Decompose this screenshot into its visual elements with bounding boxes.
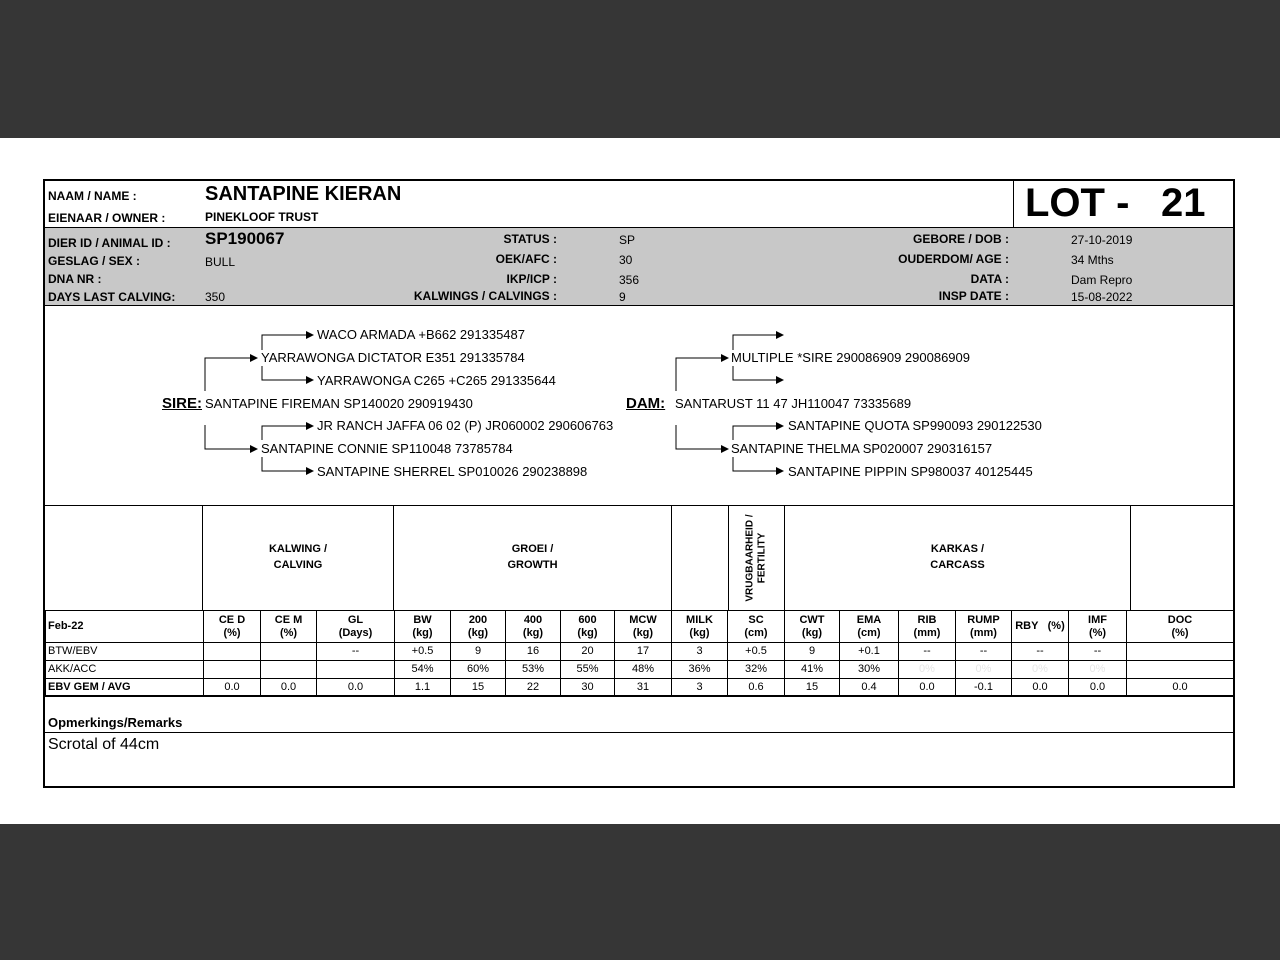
ebv-col-header-rby: RBY (%) — [1012, 611, 1069, 643]
ebv-cell: 15 — [785, 679, 840, 697]
ebv-cell: -- — [956, 643, 1012, 661]
ebv-cell: 15 — [451, 679, 506, 697]
ebv-cell — [261, 661, 317, 679]
ebv-cell: 31 — [615, 679, 672, 697]
details-band — [45, 227, 1233, 306]
dam-dam: SANTAPINE THELMA SP020007 290316157 — [731, 441, 993, 456]
ebv-cell: 0.4 — [840, 679, 899, 697]
ebv-cell: 0.0 — [1012, 679, 1069, 697]
carcass-group-label: KARKAS / CARCASS — [930, 543, 985, 571]
bottom-dark-band — [0, 824, 1280, 960]
ebv-cell: 60% — [451, 661, 506, 679]
ebv-date: Feb-22 — [46, 611, 204, 643]
afc-label: OEK/AFC : — [495, 252, 557, 266]
dam-dam-dam: SANTAPINE PIPPIN SP980037 40125445 — [788, 464, 1033, 479]
ebv-cell: 41% — [785, 661, 840, 679]
ebv-cell: -- — [1012, 643, 1069, 661]
ebv-cell: 0% — [1012, 661, 1069, 679]
ebv-cell: 30% — [840, 661, 899, 679]
ebv-cell: 0.0 — [1127, 679, 1234, 697]
ebv-cell — [204, 661, 261, 679]
ebv-col-header-rump: RUMP (mm) — [956, 611, 1012, 643]
dam-sire: MULTIPLE *SIRE 290086909 290086909 — [731, 350, 970, 365]
ebv-cell: 1.1 — [395, 679, 451, 697]
ebv-cell: -- — [1069, 643, 1127, 661]
ebv-row — [46, 679, 1234, 697]
ebv-row — [46, 661, 1234, 679]
ebv-cell: 54% — [395, 661, 451, 679]
ebv-row — [46, 643, 1234, 661]
ebv-cell: 0% — [956, 661, 1012, 679]
icp-value: 356 — [619, 273, 640, 287]
sire-dam-dam: SANTAPINE SHERREL SP010026 290238898 — [317, 464, 588, 479]
lot-divider — [1013, 181, 1014, 227]
ebv-cell: 3 — [672, 679, 728, 697]
top-dark-band — [0, 0, 1280, 138]
ebv-col-header-gl: GL (Days) — [317, 611, 395, 643]
dam-label: DAM: — [626, 395, 666, 412]
status-value: SP — [619, 233, 636, 247]
calvings-value: 9 — [619, 290, 626, 304]
sire: SANTAPINE FIREMAN SP140020 290919430 — [205, 396, 473, 411]
ebv-cell: 53% — [506, 661, 561, 679]
dam: SANTARUST 11 47 JH110047 73335689 — [675, 396, 912, 411]
age-value: 34 Mths — [1071, 253, 1114, 267]
ebv-cell: 30 — [561, 679, 615, 697]
insp-date-label: INSP DATE : — [938, 289, 1009, 303]
ebv-cell: -0.1 — [956, 679, 1012, 697]
pedigree-bottom-divider — [45, 505, 1233, 506]
age-label: OUDERDOM/ AGE : — [898, 252, 1009, 266]
ebv-cell — [1127, 643, 1234, 661]
animal-id-label: DIER ID / ANIMAL ID : — [48, 236, 171, 250]
ebv-col-header-milk: MILK (kg) — [672, 611, 728, 643]
ebv-cell: 0% — [899, 661, 956, 679]
data-label: DATA : — [970, 272, 1009, 286]
ebv-col-header-ema: EMA (cm) — [840, 611, 899, 643]
remarks-divider — [45, 732, 1233, 733]
calving-group-label: KALWING / CALVING — [268, 543, 328, 571]
ebv-row-label: EBV GEM / AVG — [46, 679, 204, 697]
status-label: STATUS : — [503, 232, 557, 246]
ebv-cell: 48% — [615, 661, 672, 679]
ebv-row-label: AKK/ACC — [46, 661, 204, 679]
ebv-col-header-bw: BW (kg) — [395, 611, 451, 643]
sire-dam: SANTAPINE CONNIE SP110048 73785784 — [261, 441, 513, 456]
remarks-label: Opmerkings/Remarks — [48, 715, 183, 730]
growth-group-label: GROEI / GROWTH — [507, 543, 558, 571]
ebv-cell — [261, 643, 317, 661]
ebv-cell: 0% — [1069, 661, 1127, 679]
ebv-cell: 0.6 — [728, 679, 785, 697]
ebv-cell — [317, 661, 395, 679]
ebv-col-header-cwt: CWT (kg) — [785, 611, 840, 643]
ebv-col-header-rib: RIB (mm) — [899, 611, 956, 643]
ebv-col-header-ce-d: CE D (%) — [204, 611, 261, 643]
owner-value: PINEKLOOF TRUST — [205, 210, 319, 224]
fertility-group-label: VRUGBAARHEID / FERTILITY — [744, 514, 768, 602]
sex-value: BULL — [205, 255, 236, 269]
animal-id-value: SP190067 — [205, 229, 285, 248]
ebv-col-header-400: 400 (kg) — [506, 611, 561, 643]
icp-label: IKP/ICP : — [506, 272, 557, 286]
sire-dam-sire: JR RANCH JAFFA 06 02 (P) JR060002 290606763 — [317, 418, 614, 433]
ebv-cell: 3 — [672, 643, 728, 661]
sire-sire-dam: YARRAWONGA C265 +C265 291335644 — [317, 373, 556, 388]
name-label: NAAM / NAME : — [48, 189, 137, 203]
ebv-cell — [1127, 661, 1234, 679]
ebv-cell: +0.5 — [728, 643, 785, 661]
ebv-row-label: BTW/EBV — [46, 643, 204, 661]
ebv-table — [45, 610, 1234, 697]
ebv-cell: -- — [899, 643, 956, 661]
insp-date-value: 15-08-2022 — [1071, 290, 1133, 304]
animal-name: SANTAPINE KIERAN — [205, 183, 402, 205]
ebv-cell: 32% — [728, 661, 785, 679]
owner-label: EIENAAR / OWNER : — [48, 211, 166, 225]
afc-value: 30 — [619, 253, 633, 267]
ebv-col-header-sc: SC (cm) — [728, 611, 785, 643]
lot-label: LOT - — [1025, 181, 1130, 225]
ebv-cell — [204, 643, 261, 661]
ebv-cell: 0.0 — [261, 679, 317, 697]
ebv-col-header-ce-m: CE M (%) — [261, 611, 317, 643]
ebv-col-header-600: 600 (kg) — [561, 611, 615, 643]
dna-label: DNA NR : — [48, 272, 102, 286]
ebv-cell: 16 — [506, 643, 561, 661]
ebv-col-header-mcw: MCW (kg) — [615, 611, 672, 643]
days-label: DAYS LAST CALVING: — [48, 290, 176, 304]
ebv-cell: 0.0 — [899, 679, 956, 697]
ebv-col-header-200: 200 (kg) — [451, 611, 506, 643]
ebv-header-row — [46, 611, 1234, 643]
ebv-cell: 0.0 — [204, 679, 261, 697]
ebv-cell: 17 — [615, 643, 672, 661]
ebv-cell: 9 — [451, 643, 506, 661]
sire-label: SIRE: — [162, 395, 203, 412]
lot-card — [43, 179, 1235, 788]
dam-dam-sire: SANTAPINE QUOTA SP990093 290122530 — [788, 418, 1042, 433]
ebv-cell: 20 — [561, 643, 615, 661]
sire-sire-sire: WACO ARMADA +B662 291335487 — [317, 327, 525, 342]
ebv-cell: 0.0 — [317, 679, 395, 697]
ebv-cell: +0.1 — [840, 643, 899, 661]
ebv-cell: +0.5 — [395, 643, 451, 661]
ebv-cell: 55% — [561, 661, 615, 679]
lot-number: 21 — [1161, 181, 1206, 225]
sex-label: GESLAG / SEX : — [48, 254, 141, 268]
dob-value: 27-10-2019 — [1071, 233, 1133, 247]
sire-sire: YARRAWONGA DICTATOR E351 291335784 — [261, 350, 525, 365]
ebv-cell: 22 — [506, 679, 561, 697]
data-value: Dam Repro — [1071, 273, 1133, 287]
dob-label: GEBORE / DOB : — [912, 232, 1009, 246]
ebv-cell: 9 — [785, 643, 840, 661]
ebv-cell: -- — [317, 643, 395, 661]
ebv-col-header-imf: IMF (%) — [1069, 611, 1127, 643]
ebv-cell: 0.0 — [1069, 679, 1127, 697]
calvings-label: KALWINGS / CALVINGS : — [413, 289, 557, 303]
days-value: 350 — [205, 290, 226, 304]
ebv-cell: 36% — [672, 661, 728, 679]
ebv-col-header-doc: DOC (%) — [1127, 611, 1234, 643]
remarks-text: Scrotal of 44cm — [48, 736, 160, 753]
remarks-top-divider — [45, 695, 1233, 696]
